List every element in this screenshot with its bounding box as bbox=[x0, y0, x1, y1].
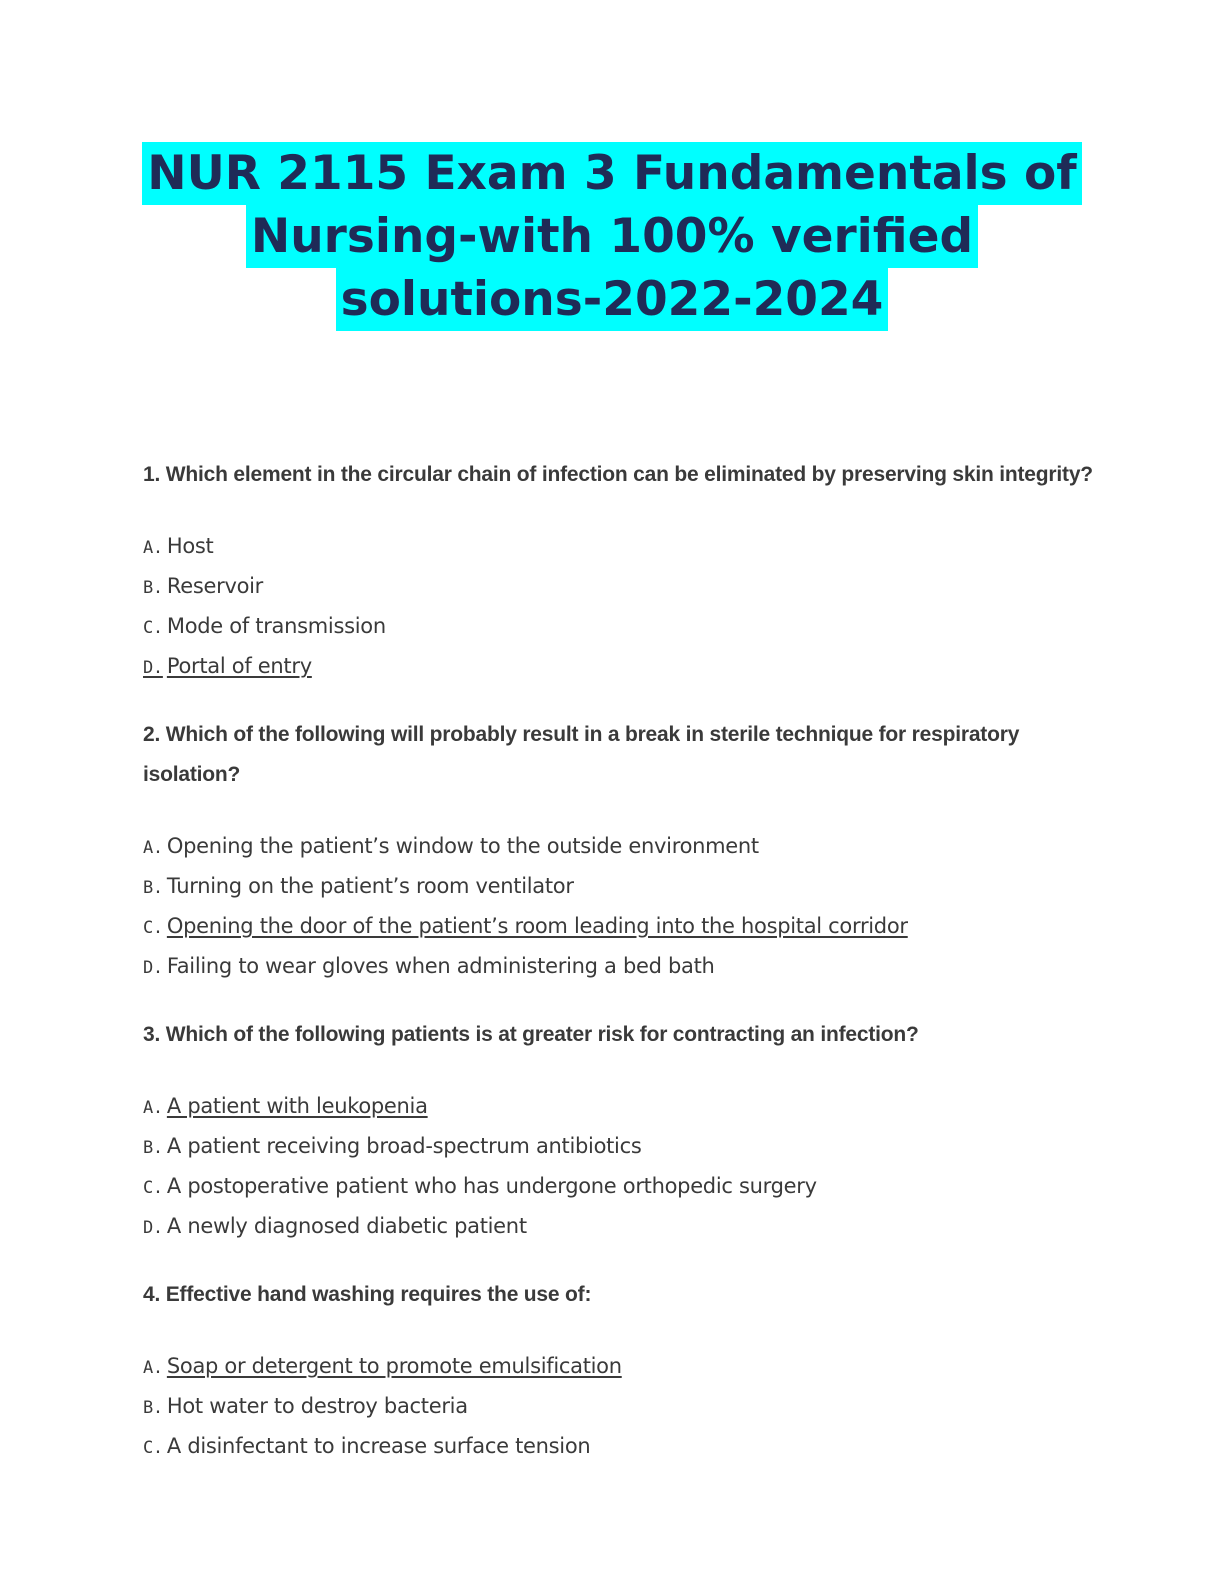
question-1 bbox=[143, 455, 1093, 686]
answer-option-d bbox=[143, 946, 1093, 986]
option-letter: B. bbox=[143, 878, 163, 898]
question-text: 3. Which of the following patients is at greater risk for contracting an infection? bbox=[143, 1023, 919, 1046]
option-text: Failing to wear gloves when administering a bed bath bbox=[166, 954, 715, 978]
option-text: A disinfectant to increase surface tension bbox=[166, 1434, 591, 1458]
option-letter: D. bbox=[143, 658, 163, 678]
option-text: Reservoir bbox=[166, 574, 263, 598]
answer-option-a bbox=[143, 826, 1093, 866]
option-letter: C. bbox=[143, 918, 163, 938]
answer-option-d bbox=[143, 1206, 1093, 1246]
option-letter: A. bbox=[143, 538, 163, 558]
option-letter: A. bbox=[143, 1098, 163, 1118]
option-letter: C. bbox=[143, 618, 163, 638]
answer-option-b bbox=[143, 566, 1093, 606]
question-4 bbox=[143, 1275, 1093, 1466]
answer-options bbox=[143, 1086, 1093, 1246]
answer-option-a-correct bbox=[143, 1086, 1093, 1126]
option-text: A patient receiving broad-spectrum antibiotics bbox=[166, 1134, 642, 1158]
answer-option-d-correct bbox=[143, 646, 1093, 686]
question-3 bbox=[143, 1015, 1093, 1246]
answer-option-b bbox=[143, 866, 1093, 906]
option-text: Portal of entry bbox=[166, 654, 312, 678]
option-text: Mode of transmission bbox=[166, 614, 386, 638]
option-text: A patient with leukopenia bbox=[166, 1094, 428, 1118]
answer-options bbox=[143, 826, 1093, 986]
title-line-1: NUR 2115 Exam 3 Fundamentals of bbox=[142, 142, 1082, 205]
question-text: 2. Which of the following will probably result in a break in sterile technique for respiratory isolation? bbox=[143, 723, 1020, 786]
option-letter: A. bbox=[143, 1358, 163, 1378]
answer-option-c bbox=[143, 1166, 1093, 1206]
question-text: 4. Effective hand washing requires the use of: bbox=[143, 1283, 592, 1306]
answer-option-b bbox=[143, 1386, 1093, 1426]
option-letter: C. bbox=[143, 1178, 163, 1198]
question-text: 1. Which element in the circular chain of infection can be eliminated by preserving skin integrity? bbox=[143, 463, 1093, 486]
title-line-2: Nursing-with 100% verified bbox=[246, 205, 978, 268]
questions-list bbox=[143, 455, 1093, 1495]
answer-options bbox=[143, 1346, 1093, 1466]
option-letter: D. bbox=[143, 1218, 163, 1238]
option-letter: B. bbox=[143, 1398, 163, 1418]
question-2 bbox=[143, 715, 1093, 986]
option-letter: C. bbox=[143, 1438, 163, 1458]
answer-options bbox=[143, 526, 1093, 686]
option-letter: A. bbox=[143, 838, 163, 858]
option-text: Opening the door of the patient’s room leading into the hospital corridor bbox=[166, 914, 908, 938]
option-text: A postoperative patient who has undergone orthopedic surgery bbox=[166, 1174, 817, 1198]
document-title bbox=[0, 142, 1224, 331]
option-text: Opening the patient’s window to the outside environment bbox=[166, 834, 759, 858]
option-letter: D. bbox=[143, 958, 163, 978]
option-text: Host bbox=[166, 534, 214, 558]
option-letter: B. bbox=[143, 578, 163, 598]
option-letter: B. bbox=[143, 1138, 163, 1158]
title-line-3: solutions-2022-2024 bbox=[336, 268, 889, 331]
option-text: Hot water to destroy bacteria bbox=[166, 1394, 468, 1418]
answer-option-b bbox=[143, 1126, 1093, 1166]
option-text: Soap or detergent to promote emulsification bbox=[166, 1354, 622, 1378]
answer-option-c bbox=[143, 1426, 1093, 1466]
answer-option-c-correct bbox=[143, 906, 1093, 946]
answer-option-a bbox=[143, 526, 1093, 566]
option-text: A newly diagnosed diabetic patient bbox=[166, 1214, 527, 1238]
answer-option-a-correct bbox=[143, 1346, 1093, 1386]
answer-option-c bbox=[143, 606, 1093, 646]
option-text: Turning on the patient’s room ventilator bbox=[166, 874, 574, 898]
